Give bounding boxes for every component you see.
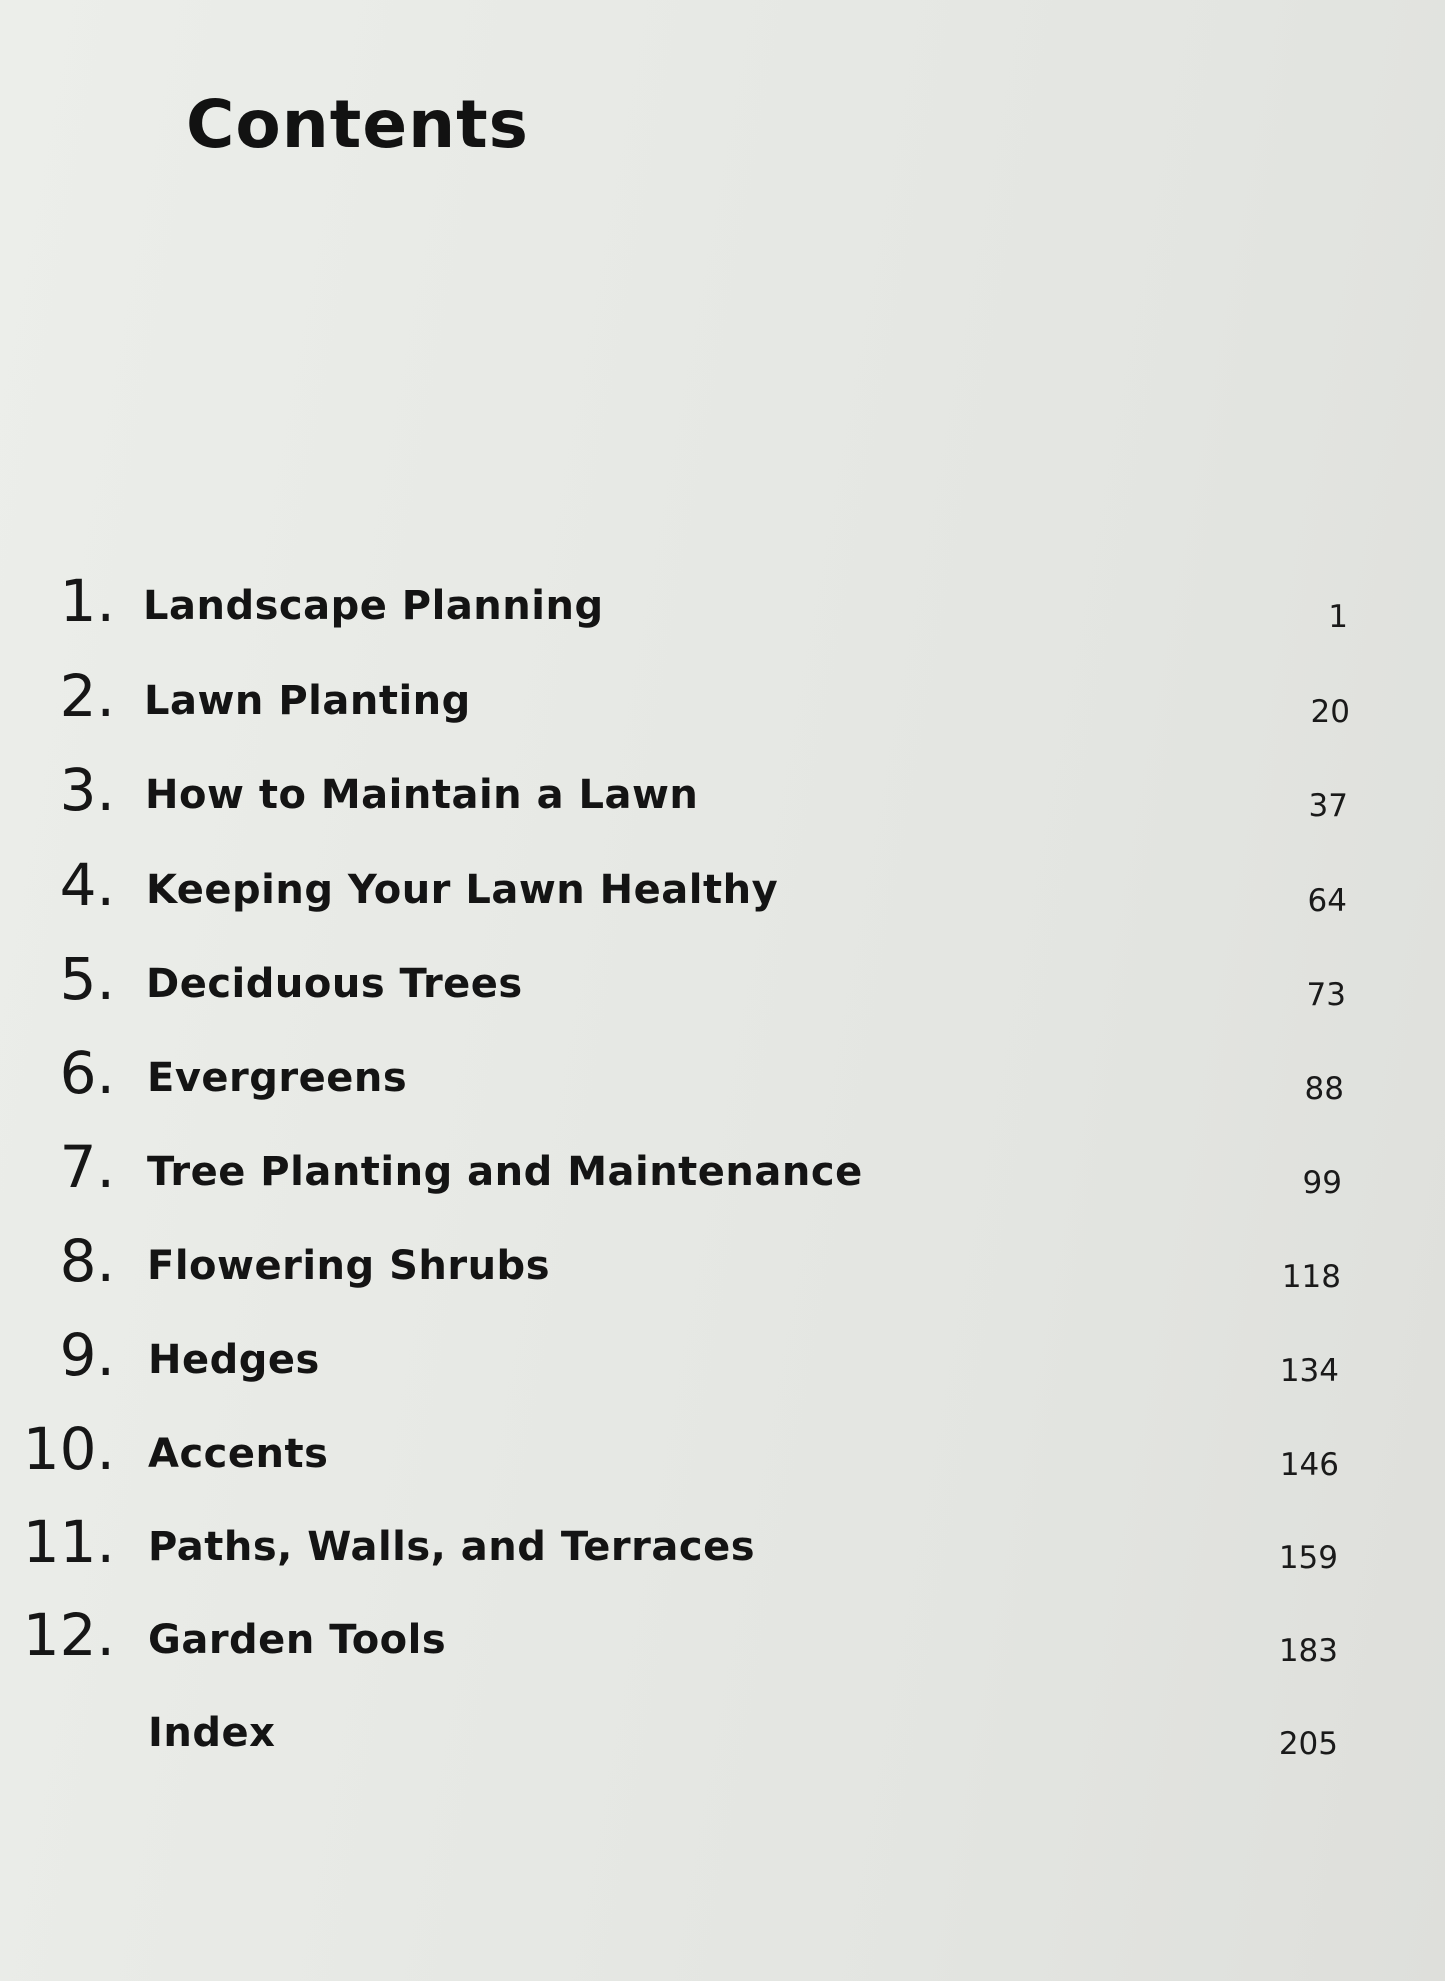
toc-entry — [0, 851, 1445, 936]
toc-entry — [0, 1133, 1445, 1218]
chapter-title: Deciduous Trees — [146, 961, 523, 1007]
index-title: Index — [148, 1710, 276, 1756]
chapter-title: How to Maintain a Lawn — [145, 772, 699, 818]
chapter-number: 10. — [22, 1415, 115, 1483]
chapter-number: 11. — [22, 1508, 115, 1576]
page-title: Contents — [186, 86, 529, 163]
chapter-title: Paths, Walls, and Terraces — [148, 1524, 756, 1570]
toc-entry — [0, 1699, 1445, 1779]
chapter-title: Hedges — [148, 1337, 320, 1383]
chapter-page: 64 — [1307, 883, 1347, 919]
chapter-number: 8. — [59, 1227, 115, 1295]
toc-entry — [0, 662, 1445, 747]
chapter-title: Keeping Your Lawn Healthy — [146, 867, 779, 913]
chapter-number: 4. — [59, 851, 115, 919]
toc-entry — [0, 1227, 1445, 1312]
chapter-page: 20 — [1310, 694, 1350, 730]
toc-entry — [0, 1601, 1445, 1686]
toc-entry — [0, 756, 1445, 841]
chapter-title: Flowering Shrubs — [147, 1243, 550, 1289]
chapter-page: 73 — [1306, 977, 1346, 1013]
chapter-page: 134 — [1279, 1353, 1339, 1389]
chapter-title: Landscape Planning — [143, 583, 604, 629]
toc-entry — [0, 1039, 1445, 1124]
toc-entry — [0, 567, 1445, 652]
chapter-page: 159 — [1278, 1540, 1338, 1576]
chapter-number: 9. — [59, 1321, 115, 1389]
chapter-number: 6. — [59, 1039, 115, 1107]
toc-entry — [0, 1321, 1445, 1406]
chapter-title: Lawn Planting — [144, 678, 471, 724]
index-page: 205 — [1278, 1726, 1338, 1762]
chapter-page: 88 — [1304, 1071, 1344, 1107]
chapter-number: 2. — [59, 662, 115, 730]
chapter-number: 12. — [22, 1601, 115, 1669]
chapter-number: 5. — [59, 945, 115, 1013]
chapter-title: Garden Tools — [148, 1617, 447, 1663]
chapter-title: Accents — [148, 1431, 329, 1477]
chapter-title: Evergreens — [147, 1055, 408, 1101]
toc-entry — [0, 945, 1445, 1030]
toc-entry — [0, 1415, 1445, 1500]
chapter-page: 146 — [1279, 1447, 1339, 1483]
chapter-number: 3. — [59, 756, 115, 824]
chapter-page: 118 — [1281, 1259, 1341, 1295]
chapter-page: 1 — [1328, 599, 1348, 635]
chapter-page: 99 — [1302, 1165, 1342, 1201]
chapter-page: 37 — [1308, 788, 1348, 824]
chapter-page: 183 — [1278, 1633, 1338, 1669]
chapter-title: Tree Planting and Maintenance — [147, 1149, 863, 1195]
chapter-number: 7. — [59, 1133, 115, 1201]
chapter-number: 1. — [59, 567, 115, 635]
toc-entry — [0, 1508, 1445, 1593]
